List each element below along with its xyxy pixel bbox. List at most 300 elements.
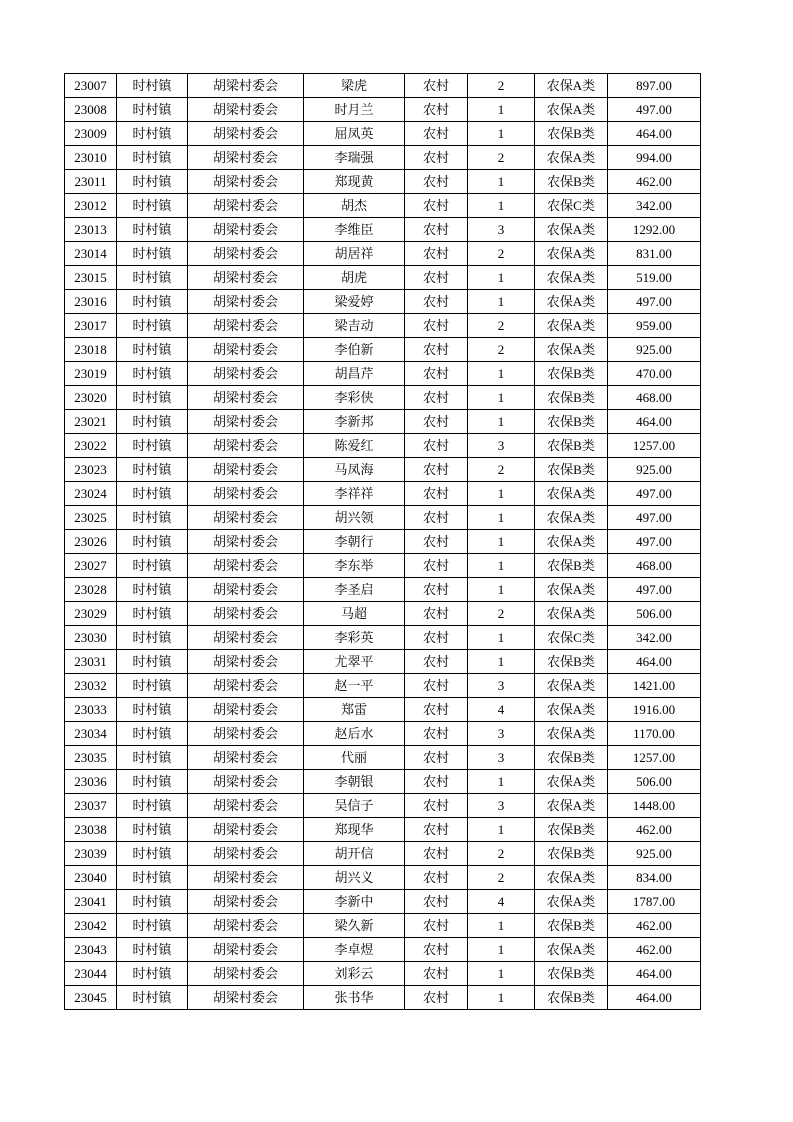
insurance-category: 农保A类	[535, 890, 608, 914]
residence-type: 农村	[405, 866, 468, 890]
table-row	[65, 74, 701, 98]
town: 时村镇	[117, 722, 188, 746]
amount: 1292.00	[608, 218, 701, 242]
amount: 925.00	[608, 338, 701, 362]
town: 时村镇	[117, 242, 188, 266]
insurance-category: 农保A类	[535, 218, 608, 242]
record-id: 23026	[65, 530, 117, 554]
person-count: 1	[468, 362, 535, 386]
residence-type: 农村	[405, 698, 468, 722]
residence-type: 农村	[405, 602, 468, 626]
amount: 497.00	[608, 506, 701, 530]
table-row	[65, 218, 701, 242]
person-name: 李圣启	[304, 578, 405, 602]
insurance-category: 农保A类	[535, 98, 608, 122]
village-committee: 胡梁村委会	[188, 842, 304, 866]
person-name: 屈凤英	[304, 122, 405, 146]
table-row	[65, 866, 701, 890]
residence-type: 农村	[405, 794, 468, 818]
amount: 994.00	[608, 146, 701, 170]
amount: 506.00	[608, 770, 701, 794]
village-committee: 胡梁村委会	[188, 386, 304, 410]
amount: 462.00	[608, 818, 701, 842]
village-committee: 胡梁村委会	[188, 938, 304, 962]
amount: 497.00	[608, 290, 701, 314]
village-committee: 胡梁村委会	[188, 770, 304, 794]
amount: 1916.00	[608, 698, 701, 722]
amount: 497.00	[608, 98, 701, 122]
insurance-category: 农保A类	[535, 866, 608, 890]
person-name: 李朝银	[304, 770, 405, 794]
record-id: 23043	[65, 938, 117, 962]
amount: 519.00	[608, 266, 701, 290]
record-id: 23012	[65, 194, 117, 218]
village-committee: 胡梁村委会	[188, 866, 304, 890]
amount: 897.00	[608, 74, 701, 98]
residence-type: 农村	[405, 530, 468, 554]
town: 时村镇	[117, 794, 188, 818]
village-committee: 胡梁村委会	[188, 362, 304, 386]
village-committee: 胡梁村委会	[188, 890, 304, 914]
record-id: 23034	[65, 722, 117, 746]
insurance-category: 农保A类	[535, 74, 608, 98]
person-count: 1	[468, 554, 535, 578]
person-count: 1	[468, 194, 535, 218]
record-id: 23041	[65, 890, 117, 914]
record-id: 23017	[65, 314, 117, 338]
table-row	[65, 338, 701, 362]
amount: 1170.00	[608, 722, 701, 746]
table-row	[65, 170, 701, 194]
person-name: 李卓煜	[304, 938, 405, 962]
village-committee: 胡梁村委会	[188, 554, 304, 578]
insurance-category: 农保A类	[535, 770, 608, 794]
table-row	[65, 314, 701, 338]
town: 时村镇	[117, 866, 188, 890]
insurance-category: 农保A类	[535, 722, 608, 746]
person-name: 李彩英	[304, 626, 405, 650]
town: 时村镇	[117, 674, 188, 698]
person-count: 4	[468, 698, 535, 722]
town: 时村镇	[117, 770, 188, 794]
residence-type: 农村	[405, 122, 468, 146]
residence-type: 农村	[405, 986, 468, 1010]
record-id: 23032	[65, 674, 117, 698]
insurance-category: 农保A类	[535, 338, 608, 362]
insurance-category: 农保C类	[535, 194, 608, 218]
amount: 464.00	[608, 962, 701, 986]
amount: 834.00	[608, 866, 701, 890]
amount: 1787.00	[608, 890, 701, 914]
insurance-category: 农保B类	[535, 914, 608, 938]
record-id: 23019	[65, 362, 117, 386]
person-name: 胡昌芹	[304, 362, 405, 386]
table-row	[65, 602, 701, 626]
insurance-category: 农保B类	[535, 554, 608, 578]
village-committee: 胡梁村委会	[188, 722, 304, 746]
town: 时村镇	[117, 122, 188, 146]
person-count: 1	[468, 770, 535, 794]
person-count: 1	[468, 170, 535, 194]
person-count: 1	[468, 122, 535, 146]
record-id: 23013	[65, 218, 117, 242]
person-count: 3	[468, 674, 535, 698]
village-committee: 胡梁村委会	[188, 314, 304, 338]
residence-type: 农村	[405, 290, 468, 314]
amount: 464.00	[608, 122, 701, 146]
person-name: 李伯新	[304, 338, 405, 362]
town: 时村镇	[117, 962, 188, 986]
person-name: 梁虎	[304, 74, 405, 98]
amount: 831.00	[608, 242, 701, 266]
amount: 470.00	[608, 362, 701, 386]
amount: 1257.00	[608, 746, 701, 770]
residence-type: 农村	[405, 386, 468, 410]
record-id: 23021	[65, 410, 117, 434]
record-id: 23014	[65, 242, 117, 266]
person-name: 李维臣	[304, 218, 405, 242]
person-name: 李东举	[304, 554, 405, 578]
town: 时村镇	[117, 218, 188, 242]
table-row	[65, 506, 701, 530]
town: 时村镇	[117, 482, 188, 506]
person-name: 李朝行	[304, 530, 405, 554]
person-count: 2	[468, 842, 535, 866]
person-count: 2	[468, 74, 535, 98]
record-id: 23016	[65, 290, 117, 314]
town: 时村镇	[117, 146, 188, 170]
village-committee: 胡梁村委会	[188, 650, 304, 674]
village-committee: 胡梁村委会	[188, 578, 304, 602]
table-row	[65, 650, 701, 674]
insurance-category: 农保A类	[535, 602, 608, 626]
person-name: 胡居祥	[304, 242, 405, 266]
person-count: 1	[468, 530, 535, 554]
table-body	[65, 74, 701, 1010]
town: 时村镇	[117, 938, 188, 962]
person-name: 代丽	[304, 746, 405, 770]
insurance-category: 农保C类	[535, 626, 608, 650]
table-row	[65, 794, 701, 818]
village-committee: 胡梁村委会	[188, 338, 304, 362]
record-id: 23045	[65, 986, 117, 1010]
village-committee: 胡梁村委会	[188, 506, 304, 530]
insurance-category: 农保B类	[535, 746, 608, 770]
person-name: 梁吉动	[304, 314, 405, 338]
residence-type: 农村	[405, 362, 468, 386]
amount: 497.00	[608, 578, 701, 602]
record-id: 23033	[65, 698, 117, 722]
table-row	[65, 626, 701, 650]
amount: 342.00	[608, 626, 701, 650]
village-committee: 胡梁村委会	[188, 986, 304, 1010]
town: 时村镇	[117, 338, 188, 362]
town: 时村镇	[117, 98, 188, 122]
record-id: 23042	[65, 914, 117, 938]
amount: 497.00	[608, 482, 701, 506]
town: 时村镇	[117, 506, 188, 530]
person-count: 1	[468, 506, 535, 530]
amount: 462.00	[608, 170, 701, 194]
person-name: 马凤海	[304, 458, 405, 482]
person-count: 1	[468, 578, 535, 602]
town: 时村镇	[117, 578, 188, 602]
record-id: 23025	[65, 506, 117, 530]
person-count: 1	[468, 290, 535, 314]
person-name: 郑雷	[304, 698, 405, 722]
village-committee: 胡梁村委会	[188, 530, 304, 554]
town: 时村镇	[117, 602, 188, 626]
person-name: 李彩侠	[304, 386, 405, 410]
person-count: 1	[468, 938, 535, 962]
record-id: 23040	[65, 866, 117, 890]
record-id: 23030	[65, 626, 117, 650]
insurance-category: 农保A类	[535, 698, 608, 722]
town: 时村镇	[117, 818, 188, 842]
town: 时村镇	[117, 290, 188, 314]
record-id: 23024	[65, 482, 117, 506]
village-committee: 胡梁村委会	[188, 98, 304, 122]
insurance-category: 农保A类	[535, 314, 608, 338]
residence-type: 农村	[405, 842, 468, 866]
pension-table	[64, 73, 701, 1010]
table-row	[65, 674, 701, 698]
residence-type: 农村	[405, 554, 468, 578]
person-count: 2	[468, 866, 535, 890]
insurance-category: 农保A类	[535, 578, 608, 602]
town: 时村镇	[117, 650, 188, 674]
village-committee: 胡梁村委会	[188, 698, 304, 722]
residence-type: 农村	[405, 74, 468, 98]
insurance-category: 农保A类	[535, 938, 608, 962]
table-row	[65, 554, 701, 578]
record-id: 23015	[65, 266, 117, 290]
town: 时村镇	[117, 386, 188, 410]
insurance-category: 农保B类	[535, 818, 608, 842]
residence-type: 农村	[405, 314, 468, 338]
amount: 464.00	[608, 410, 701, 434]
village-committee: 胡梁村委会	[188, 674, 304, 698]
record-id: 23037	[65, 794, 117, 818]
insurance-category: 农保B类	[535, 386, 608, 410]
record-id: 23010	[65, 146, 117, 170]
insurance-category: 农保A类	[535, 674, 608, 698]
residence-type: 农村	[405, 194, 468, 218]
table-row	[65, 530, 701, 554]
amount: 1421.00	[608, 674, 701, 698]
person-count: 2	[468, 314, 535, 338]
amount: 1257.00	[608, 434, 701, 458]
person-name: 时月兰	[304, 98, 405, 122]
table-row	[65, 386, 701, 410]
town: 时村镇	[117, 626, 188, 650]
town: 时村镇	[117, 74, 188, 98]
table-row	[65, 266, 701, 290]
village-committee: 胡梁村委会	[188, 458, 304, 482]
insurance-category: 农保A类	[535, 506, 608, 530]
village-committee: 胡梁村委会	[188, 194, 304, 218]
residence-type: 农村	[405, 410, 468, 434]
person-count: 1	[468, 626, 535, 650]
town: 时村镇	[117, 314, 188, 338]
table-row	[65, 914, 701, 938]
residence-type: 农村	[405, 818, 468, 842]
residence-type: 农村	[405, 746, 468, 770]
person-name: 梁久新	[304, 914, 405, 938]
residence-type: 农村	[405, 218, 468, 242]
town: 时村镇	[117, 170, 188, 194]
table-row	[65, 194, 701, 218]
residence-type: 农村	[405, 650, 468, 674]
village-committee: 胡梁村委会	[188, 818, 304, 842]
person-count: 2	[468, 242, 535, 266]
person-count: 3	[468, 434, 535, 458]
person-count: 1	[468, 650, 535, 674]
amount: 468.00	[608, 554, 701, 578]
person-name: 李新邦	[304, 410, 405, 434]
village-committee: 胡梁村委会	[188, 146, 304, 170]
insurance-category: 农保A类	[535, 242, 608, 266]
residence-type: 农村	[405, 338, 468, 362]
village-committee: 胡梁村委会	[188, 290, 304, 314]
person-name: 胡虎	[304, 266, 405, 290]
insurance-category: 农保B类	[535, 986, 608, 1010]
town: 时村镇	[117, 434, 188, 458]
person-count: 1	[468, 818, 535, 842]
insurance-category: 农保A类	[535, 146, 608, 170]
table-row	[65, 890, 701, 914]
residence-type: 农村	[405, 146, 468, 170]
record-id: 23020	[65, 386, 117, 410]
residence-type: 农村	[405, 170, 468, 194]
town: 时村镇	[117, 698, 188, 722]
person-count: 1	[468, 386, 535, 410]
table-row	[65, 746, 701, 770]
insurance-category: 农保B类	[535, 362, 608, 386]
person-count: 1	[468, 98, 535, 122]
town: 时村镇	[117, 986, 188, 1010]
record-id: 23038	[65, 818, 117, 842]
person-name: 马超	[304, 602, 405, 626]
table-row	[65, 986, 701, 1010]
residence-type: 农村	[405, 914, 468, 938]
table-row	[65, 938, 701, 962]
record-id: 23029	[65, 602, 117, 626]
village-committee: 胡梁村委会	[188, 74, 304, 98]
insurance-category: 农保B类	[535, 170, 608, 194]
record-id: 23023	[65, 458, 117, 482]
insurance-category: 农保B类	[535, 842, 608, 866]
insurance-category: 农保B类	[535, 962, 608, 986]
amount: 468.00	[608, 386, 701, 410]
insurance-category: 农保A类	[535, 482, 608, 506]
person-name: 李瑞强	[304, 146, 405, 170]
village-committee: 胡梁村委会	[188, 410, 304, 434]
table-row	[65, 362, 701, 386]
person-name: 胡兴义	[304, 866, 405, 890]
residence-type: 农村	[405, 890, 468, 914]
residence-type: 农村	[405, 506, 468, 530]
record-id: 23018	[65, 338, 117, 362]
table-row	[65, 410, 701, 434]
village-committee: 胡梁村委会	[188, 170, 304, 194]
person-count: 3	[468, 794, 535, 818]
record-id: 23031	[65, 650, 117, 674]
amount: 462.00	[608, 914, 701, 938]
record-id: 23008	[65, 98, 117, 122]
table-row	[65, 482, 701, 506]
person-count: 1	[468, 410, 535, 434]
amount: 462.00	[608, 938, 701, 962]
town: 时村镇	[117, 410, 188, 434]
insurance-category: 农保A类	[535, 266, 608, 290]
village-committee: 胡梁村委会	[188, 242, 304, 266]
person-name: 陈爱红	[304, 434, 405, 458]
insurance-category: 农保B类	[535, 434, 608, 458]
person-name: 胡杰	[304, 194, 405, 218]
record-id: 23028	[65, 578, 117, 602]
person-count: 1	[468, 962, 535, 986]
person-count: 1	[468, 482, 535, 506]
town: 时村镇	[117, 266, 188, 290]
insurance-category: 农保A类	[535, 290, 608, 314]
village-committee: 胡梁村委会	[188, 962, 304, 986]
table-row	[65, 122, 701, 146]
person-name: 吴信子	[304, 794, 405, 818]
amount: 464.00	[608, 650, 701, 674]
table-row	[65, 722, 701, 746]
amount: 464.00	[608, 986, 701, 1010]
residence-type: 农村	[405, 98, 468, 122]
town: 时村镇	[117, 914, 188, 938]
person-count: 1	[468, 914, 535, 938]
table-row	[65, 698, 701, 722]
village-committee: 胡梁村委会	[188, 122, 304, 146]
table-row	[65, 818, 701, 842]
person-count: 2	[468, 458, 535, 482]
residence-type: 农村	[405, 482, 468, 506]
insurance-category: 农保B类	[535, 122, 608, 146]
record-id: 23039	[65, 842, 117, 866]
person-count: 2	[468, 146, 535, 170]
insurance-category: 农保A类	[535, 794, 608, 818]
village-committee: 胡梁村委会	[188, 218, 304, 242]
record-id: 23011	[65, 170, 117, 194]
village-committee: 胡梁村委会	[188, 602, 304, 626]
residence-type: 农村	[405, 674, 468, 698]
insurance-category: 农保B类	[535, 410, 608, 434]
amount: 342.00	[608, 194, 701, 218]
residence-type: 农村	[405, 458, 468, 482]
person-name: 李祥祥	[304, 482, 405, 506]
table-row	[65, 962, 701, 986]
insurance-category: 农保A类	[535, 530, 608, 554]
town: 时村镇	[117, 194, 188, 218]
person-name: 张书华	[304, 986, 405, 1010]
insurance-category: 农保B类	[535, 650, 608, 674]
residence-type: 农村	[405, 578, 468, 602]
residence-type: 农村	[405, 242, 468, 266]
person-name: 梁爱婷	[304, 290, 405, 314]
amount: 1448.00	[608, 794, 701, 818]
village-committee: 胡梁村委会	[188, 434, 304, 458]
residence-type: 农村	[405, 962, 468, 986]
person-name: 李新中	[304, 890, 405, 914]
amount: 925.00	[608, 458, 701, 482]
person-name: 郑现华	[304, 818, 405, 842]
village-committee: 胡梁村委会	[188, 482, 304, 506]
town: 时村镇	[117, 458, 188, 482]
